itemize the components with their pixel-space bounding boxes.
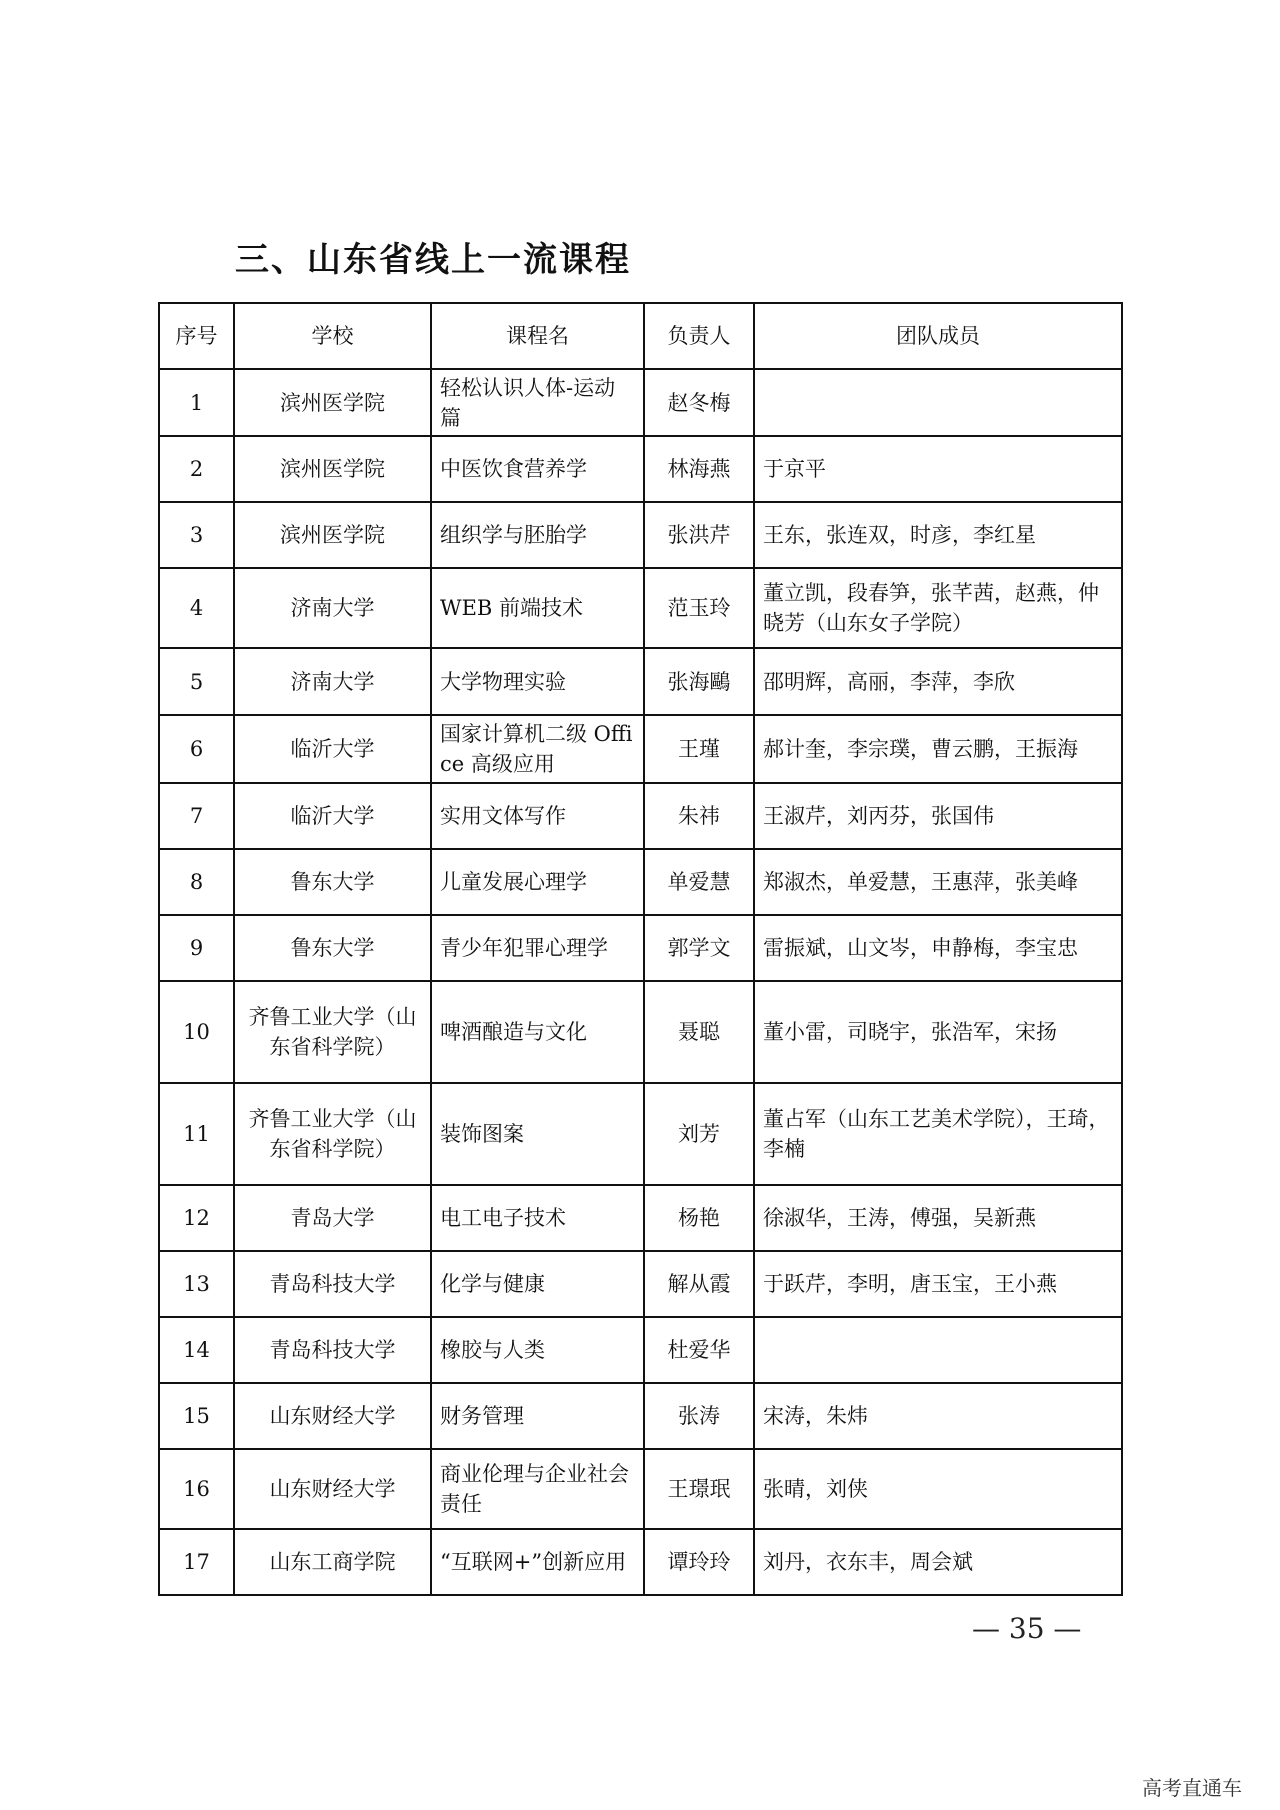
leader-cell: 谭玲玲	[644, 1529, 754, 1595]
course-cell: 实用文体写作	[431, 783, 644, 849]
table-row	[159, 783, 1122, 849]
team-cell: 郝计奎，李宗璞，曹云鹏，王振海	[754, 715, 1122, 783]
team-cell: 徐淑华，王涛，傅强，吴新燕	[754, 1185, 1122, 1251]
school-cell: 山东财经大学	[234, 1449, 431, 1529]
leader-cell: 张海鷗	[644, 648, 754, 715]
school-cell: 济南大学	[234, 648, 431, 715]
course-cell: 商业伦理与企业社会责任	[431, 1449, 644, 1529]
team-cell: 雷振斌，山文岑，申静梅，李宝忠	[754, 915, 1122, 981]
leader-cell: 杨艳	[644, 1185, 754, 1251]
row-number: 12	[159, 1185, 234, 1251]
course-cell: WEB 前端技术	[431, 568, 644, 648]
course-cell: “互联网+”创新应用	[431, 1529, 644, 1595]
row-number: 17	[159, 1529, 234, 1595]
table-row	[159, 981, 1122, 1083]
team-cell: 邵明辉，高丽，李萍，李欣	[754, 648, 1122, 715]
table-row	[159, 1529, 1122, 1595]
table-row	[159, 502, 1122, 568]
table-row	[159, 715, 1122, 783]
section-title: 三、山东省线上一流课程	[235, 240, 631, 280]
course-cell: 国家计算机二级 Office 高级应用	[431, 715, 644, 783]
school-cell: 滨州医学院	[234, 369, 431, 436]
team-cell: 郑淑杰，单爱慧，王惠萍，张美峰	[754, 849, 1122, 915]
leader-cell: 王瑾	[644, 715, 754, 783]
team-cell: 董小雷，司晓宇，张浩军，宋扬	[754, 981, 1122, 1083]
course-cell: 化学与健康	[431, 1251, 644, 1317]
leader-cell: 赵冬梅	[644, 369, 754, 436]
header-no: 序号	[159, 303, 234, 369]
team-cell: 王淑芹，刘丙芬，张国伟	[754, 783, 1122, 849]
row-number: 15	[159, 1383, 234, 1449]
team-cell: 于京平	[754, 436, 1122, 502]
row-number: 2	[159, 436, 234, 502]
team-cell	[754, 1317, 1122, 1383]
school-cell: 滨州医学院	[234, 436, 431, 502]
header-course: 课程名	[431, 303, 644, 369]
school-cell: 济南大学	[234, 568, 431, 648]
course-cell: 组织学与胚胎学	[431, 502, 644, 568]
course-table	[158, 302, 1123, 1596]
header-team: 团队成员	[754, 303, 1122, 369]
leader-cell: 朱祎	[644, 783, 754, 849]
table-row	[159, 915, 1122, 981]
watermark-text: 高考直通车	[1142, 1776, 1242, 1800]
team-cell	[754, 369, 1122, 436]
table-row	[159, 568, 1122, 648]
table-row	[159, 1449, 1122, 1529]
table-row	[159, 1185, 1122, 1251]
course-cell: 橡胶与人类	[431, 1317, 644, 1383]
leader-cell: 范玉玲	[644, 568, 754, 648]
course-cell: 大学物理实验	[431, 648, 644, 715]
table-row	[159, 1251, 1122, 1317]
leader-cell: 刘芳	[644, 1083, 754, 1185]
school-cell: 鲁东大学	[234, 915, 431, 981]
leader-cell: 聂聪	[644, 981, 754, 1083]
school-cell: 青岛大学	[234, 1185, 431, 1251]
school-cell: 山东工商学院	[234, 1529, 431, 1595]
row-number: 13	[159, 1251, 234, 1317]
leader-cell: 解从霞	[644, 1251, 754, 1317]
team-cell: 王东，张连双，时彦，李红星	[754, 502, 1122, 568]
course-cell: 中医饮食营养学	[431, 436, 644, 502]
table-header-row	[159, 303, 1122, 369]
school-cell: 齐鲁工业大学（山东省科学院）	[234, 1083, 431, 1185]
row-number: 1	[159, 369, 234, 436]
leader-cell: 王璟珉	[644, 1449, 754, 1529]
row-number: 14	[159, 1317, 234, 1383]
page-number: — 35 —	[972, 1612, 1082, 1645]
leader-cell: 郭学文	[644, 915, 754, 981]
row-number: 11	[159, 1083, 234, 1185]
header-leader: 负责人	[644, 303, 754, 369]
table-row	[159, 1383, 1122, 1449]
school-cell: 山东财经大学	[234, 1383, 431, 1449]
course-cell: 啤酒酿造与文化	[431, 981, 644, 1083]
course-cell: 电工电子技术	[431, 1185, 644, 1251]
row-number: 7	[159, 783, 234, 849]
school-cell: 鲁东大学	[234, 849, 431, 915]
row-number: 4	[159, 568, 234, 648]
leader-cell: 林海燕	[644, 436, 754, 502]
course-cell: 装饰图案	[431, 1083, 644, 1185]
row-number: 10	[159, 981, 234, 1083]
table-row	[159, 1317, 1122, 1383]
school-cell: 临沂大学	[234, 783, 431, 849]
header-school: 学校	[234, 303, 431, 369]
school-cell: 临沂大学	[234, 715, 431, 783]
row-number: 16	[159, 1449, 234, 1529]
course-cell: 儿童发展心理学	[431, 849, 644, 915]
course-cell: 轻松认识人体-运动篇	[431, 369, 644, 436]
school-cell: 青岛科技大学	[234, 1251, 431, 1317]
team-cell: 张晴，刘侠	[754, 1449, 1122, 1529]
table-row	[159, 849, 1122, 915]
leader-cell: 单爱慧	[644, 849, 754, 915]
team-cell: 董立凯，段春笋，张芊茜，赵燕，仲晓芳（山东女子学院）	[754, 568, 1122, 648]
row-number: 6	[159, 715, 234, 783]
school-cell: 齐鲁工业大学（山东省科学院）	[234, 981, 431, 1083]
leader-cell: 张洪芹	[644, 502, 754, 568]
row-number: 9	[159, 915, 234, 981]
row-number: 5	[159, 648, 234, 715]
course-cell: 财务管理	[431, 1383, 644, 1449]
row-number: 8	[159, 849, 234, 915]
team-cell: 刘丹，衣东丰，周会斌	[754, 1529, 1122, 1595]
team-cell: 于跃芹，李明，唐玉宝，王小燕	[754, 1251, 1122, 1317]
course-cell: 青少年犯罪心理学	[431, 915, 644, 981]
row-number: 3	[159, 502, 234, 568]
school-cell: 滨州医学院	[234, 502, 431, 568]
leader-cell: 杜爱华	[644, 1317, 754, 1383]
leader-cell: 张涛	[644, 1383, 754, 1449]
school-cell: 青岛科技大学	[234, 1317, 431, 1383]
team-cell: 宋涛，朱炜	[754, 1383, 1122, 1449]
table-row	[159, 436, 1122, 502]
table-row	[159, 369, 1122, 436]
team-cell: 董占军（山东工艺美术学院），王琦，李楠	[754, 1083, 1122, 1185]
table-row	[159, 1083, 1122, 1185]
table-row	[159, 648, 1122, 715]
